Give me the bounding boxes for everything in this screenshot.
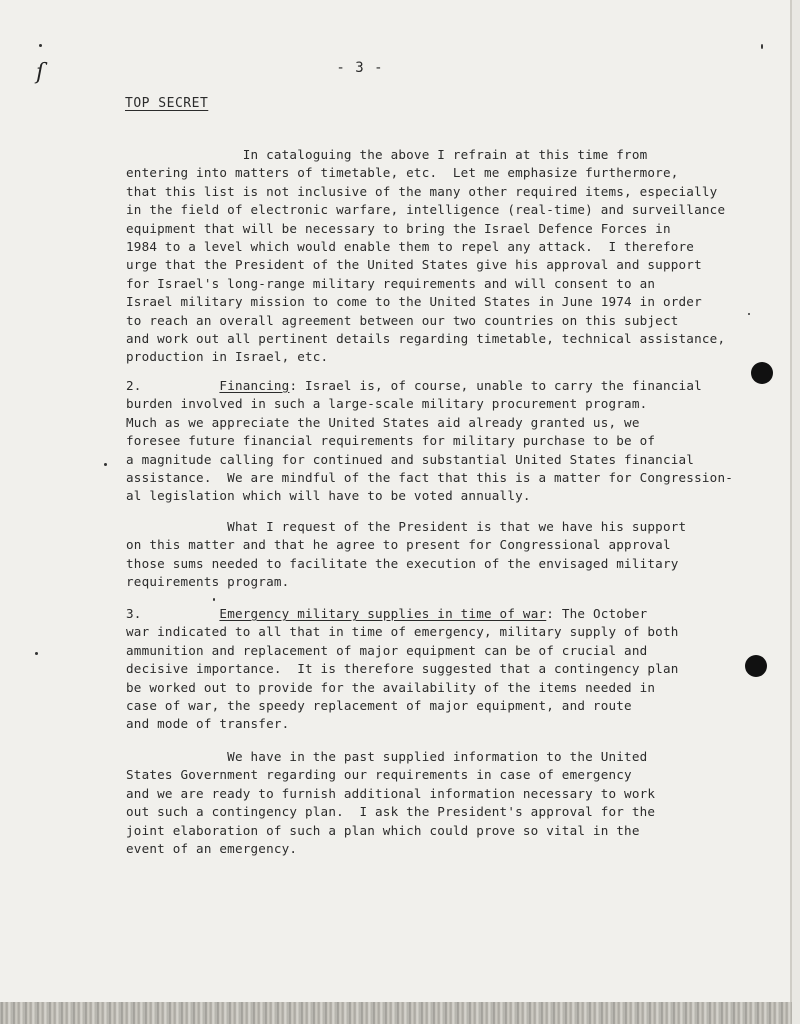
paragraph-2-financing [126, 377, 766, 506]
classification-label: TOP SECRET [125, 96, 209, 111]
heading-continuation: : Israel is, of course, unable to carry the financial [289, 378, 702, 393]
heading-continuation: : The October [546, 606, 648, 621]
section-number: 3. [126, 606, 142, 621]
scan-speck [748, 313, 750, 315]
paragraph-line: joint elaboration of such a plan which could prove so vital in the [126, 822, 640, 838]
paragraph-heading-line [126, 377, 766, 395]
paragraph-line: urge that the President of the United States give his approval and support [126, 257, 702, 273]
section-heading: Emergency military supplies in time of war [219, 606, 547, 621]
paragraph-line: al legislation which will have to be voted annually. [126, 488, 531, 504]
paragraph-3 [126, 518, 766, 592]
paragraph-line: Israel military mission to come to the United States in June 1974 in order [126, 294, 702, 310]
margin-mark: ſ [36, 60, 45, 85]
scan-speck [104, 463, 107, 466]
scan-edge-strip [0, 1002, 792, 1024]
punch-hole [745, 655, 767, 677]
paragraph-line: equipment that will be necessary to bring the Israel Defence Forces in [126, 220, 671, 236]
paragraph-line: 1984 to a level which would enable them to repel any attack. I therefore [126, 238, 695, 254]
paragraph-line: those sums needed to facilitate the execution of the envisaged military [126, 555, 679, 571]
paragraph-line: production in Israel, etc. [126, 349, 329, 365]
paragraph-line: ammunition and replacement of major equipment can be of crucial and [126, 642, 648, 658]
scan-speck [39, 44, 42, 47]
scan-speck [213, 598, 215, 601]
scan-speck [761, 44, 763, 49]
paragraph-line: a magnitude calling for continued and substantial United States financial [126, 451, 695, 467]
section-heading: Financing [219, 378, 290, 393]
paragraph-5 [126, 748, 766, 858]
paragraph-line: case of war, the speedy replacement of major equipment, and route [126, 697, 632, 713]
paragraph-line: We have in the past supplied information to the United [126, 749, 648, 764]
paragraph-line: requirements program. [126, 574, 290, 590]
paragraph-line: What I request of the President is that we have his support [126, 519, 687, 534]
paragraph-line: States Government regarding our requirements in case of emergency [126, 767, 632, 783]
paragraph-line: entering into matters of timetable, etc. Let me emphasize furthermore, [126, 165, 679, 181]
paragraph-heading-line [126, 605, 766, 623]
paragraph-line: In cataloguing the above I refrain at this time from [126, 147, 648, 162]
paragraph-line: for Israel's long-range military requirements and will consent to an [126, 275, 656, 291]
paragraph-line: assistance. We are mindful of the fact that this is a matter for Congression- [126, 469, 734, 485]
paragraph-4-emergency-supplies [126, 605, 766, 734]
paragraph-line: be worked out to provide for the availability of the items needed in [126, 679, 656, 695]
paragraph-1 [126, 146, 766, 367]
paragraph-line: event of an emergency. [126, 840, 298, 856]
paragraph-line: foresee future financial requirements for military purchase to be of [126, 433, 656, 449]
paragraph-line: Much as we appreciate the United States aid already granted us, we [126, 414, 640, 430]
paragraph-line: and we are ready to furnish additional information necessary to work [126, 785, 656, 801]
paragraph-line: out such a contingency plan. I ask the President's approval for the [126, 804, 656, 820]
paragraph-line: to reach an overall agreement between our two countries on this subject [126, 312, 679, 328]
page-number: - 3 - [336, 60, 384, 76]
paragraph-line: decisive importance. It is therefore suggested that a contingency plan [126, 661, 679, 677]
paragraph-line: war indicated to all that in time of emergency, military supply of both [126, 624, 679, 640]
paragraph-line: in the field of electronic warfare, intelligence (real-time) and surveillance [126, 202, 726, 218]
scan-speck [35, 652, 38, 655]
paragraph-line: and work out all pertinent details regarding timetable, technical assistance, [126, 330, 726, 346]
paragraph-line: and mode of transfer. [126, 716, 290, 732]
section-number: 2. [126, 378, 142, 393]
punch-hole [751, 362, 773, 384]
paragraph-line: that this list is not inclusive of the many other required items, especially [126, 183, 718, 199]
paragraph-line: on this matter and that he agree to present for Congressional approval [126, 537, 671, 553]
paragraph-line: burden involved in such a large-scale military procurement program. [126, 396, 648, 412]
